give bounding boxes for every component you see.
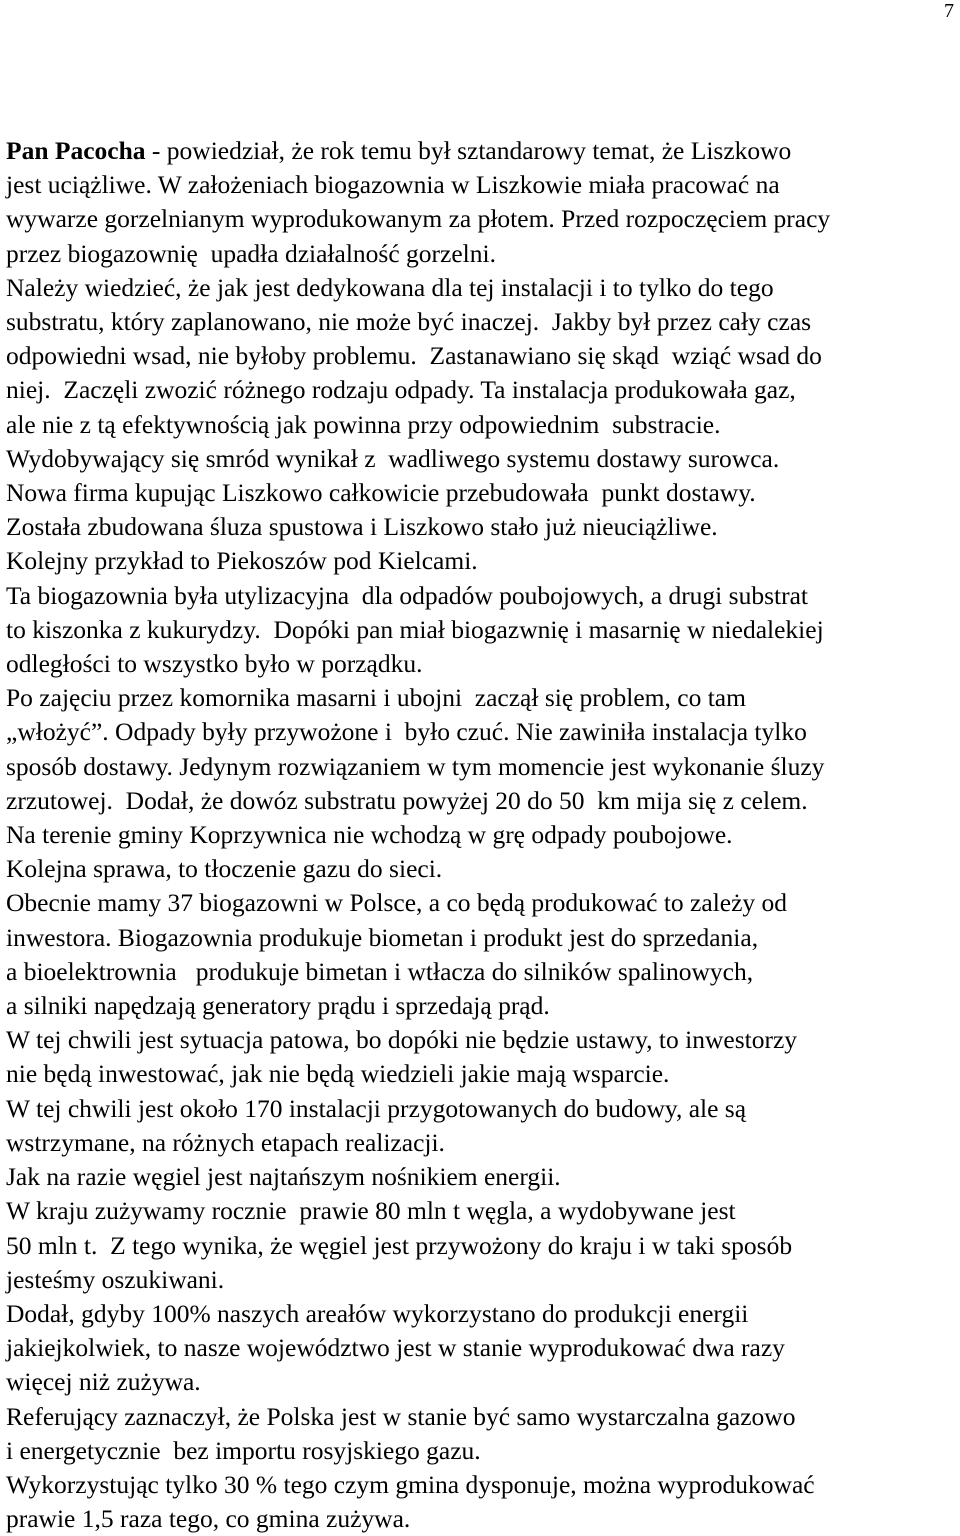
paragraph-line: Po zajęciu przez komornika masarni i ubojni zaczął się problem, co tam: [6, 683, 746, 713]
paragraph-line: Na terenie gminy Koprzywnica nie wchodzą w grę odpady poubojowe.: [6, 820, 733, 850]
paragraph-line: Nowa firma kupując Liszkowo całkowicie przebudowała punkt dostawy.: [6, 478, 756, 508]
line-text: - powiedział, że rok temu był sztandarowy temat, że Liszkowo: [145, 136, 792, 165]
page-number: 7: [944, 0, 954, 22]
paragraph-line: Kolejny przykład to Piekoszów pod Kielcami.: [6, 546, 478, 576]
paragraph-line: W kraju zużywamy rocznie prawie 80 mln t węgla, a wydobywane jest: [6, 1196, 736, 1226]
paragraph-line: odpowiedni wsad, nie byłoby problemu. Zastanawiano się skąd wziąć wsad do: [6, 341, 822, 371]
paragraph-line: Dodał, gdyby 100% naszych areałów wykorzystano do produkcji energii: [6, 1298, 749, 1328]
paragraph-line: zrzutowej. Dodał, że dowóz substratu powyżej 20 do 50 km mija się z celem.: [6, 785, 808, 815]
paragraph-line: ale nie z tą efektywnością jak powinna przy odpowiednim substracie.: [6, 409, 721, 439]
paragraph-line: 50 mln t. Z tego wynika, że węgiel jest przywożony do kraju i w taki sposób: [6, 1230, 793, 1260]
paragraph-line: „włożyć”. Odpady były przywożone i było czuć. Nie zawiniła instalacja tylko: [6, 717, 807, 747]
paragraph-line: niej. Zaczęli zwozić różnego rodzaju odpady. Ta instalacja produkowała gaz,: [6, 375, 796, 405]
paragraph-line: Wydobywający się smród wynikał z wadliwego systemu dostawy surowca.: [6, 443, 780, 473]
paragraph-line: Jak na razie węgiel jest najtańszym nośnikiem energii.: [6, 1162, 561, 1192]
paragraph-line: wstrzymane, na różnych etapach realizacji.: [6, 1127, 445, 1157]
paragraph-line: Należy wiedzieć, że jak jest dedykowana dla tej instalacji i to tylko do tego: [6, 272, 774, 302]
paragraph-line: a bioelektrownia produkuje bimetan i wtłacza do silników spalinowych,: [6, 956, 754, 986]
paragraph-line: Została zbudowana śluza spustowa i Liszkowo stało już nieuciążliwe.: [6, 512, 718, 542]
paragraph-line: i energetycznie bez importu rosyjskiego gazu.: [6, 1435, 481, 1465]
paragraph-line: a silniki napędzają generatory prądu i sprzedają prąd.: [6, 991, 550, 1021]
paragraph-line: to kiszonka z kukurydzy. Dopóki pan miał biogazwnię i masarnię w niedalekiej: [6, 614, 824, 644]
paragraph-line: substratu, który zaplanowano, nie może być inaczej. Jakby był przez cały czas: [6, 307, 812, 337]
paragraph-line: sposób dostawy. Jedynym rozwiązaniem w tym momencie jest wykonanie śluzy: [6, 751, 825, 781]
paragraph-line: więcej niż zużywa.: [6, 1367, 201, 1397]
paragraph-line: wywarze gorzelnianym wyprodukowanym za płotem. Przed rozpoczęciem pracy: [6, 204, 831, 234]
paragraph-line: jesteśmy oszukiwani.: [6, 1264, 225, 1294]
paragraph-line: Wykorzystując tylko 30 % tego czym gmina dysponuje, można wyprodukować: [6, 1469, 815, 1499]
paragraph-line: inwestora. Biogazownia produkuje biometan i produkt jest do sprzedania,: [6, 922, 759, 952]
speaker-name: Pan Pacocha: [6, 136, 146, 165]
paragraph-line: jakiejkolwiek, to nasze województwo jest w stanie wyprodukować dwa razy: [6, 1333, 785, 1363]
paragraph-line: odległości to wszystko było w porządku.: [6, 649, 423, 679]
paragraph-line: przez biogazownię upadła działalność gorzelni.: [6, 238, 496, 268]
paragraph-line: W tej chwili jest sytuacja patowa, bo dopóki nie będzie ustawy, to inwestorzy: [6, 1025, 798, 1055]
document-body: [6, 134, 958, 1536]
paragraph-line: Obecnie mamy 37 biogazowni w Polsce, a co będą produkować to zależy od: [6, 888, 788, 918]
paragraph-line: nie będą inwestować, jak nie będą wiedzieli jakie mają wsparcie.: [6, 1059, 670, 1089]
paragraph-line: Kolejna sprawa, to tłoczenie gazu do sieci.: [6, 854, 443, 884]
paragraph-line: Ta biogazownia była utylizacyjna dla odpadów poubojowych, a drugi substrat: [6, 580, 808, 610]
paragraph-line: jest uciążliwe. W założeniach biogazownia w Liszkowie miała pracować na: [6, 170, 780, 200]
paragraph-line: [6, 134, 958, 168]
paragraph-line: prawie 1,5 raza tego, co gmina zużywa.: [6, 1504, 411, 1534]
paragraph-line: W tej chwili jest około 170 instalacji przygotowanych do budowy, ale są: [6, 1093, 747, 1123]
paragraph-line: Referujący zaznaczył, że Polska jest w stanie być samo wystarczalna gazowo: [6, 1401, 796, 1431]
